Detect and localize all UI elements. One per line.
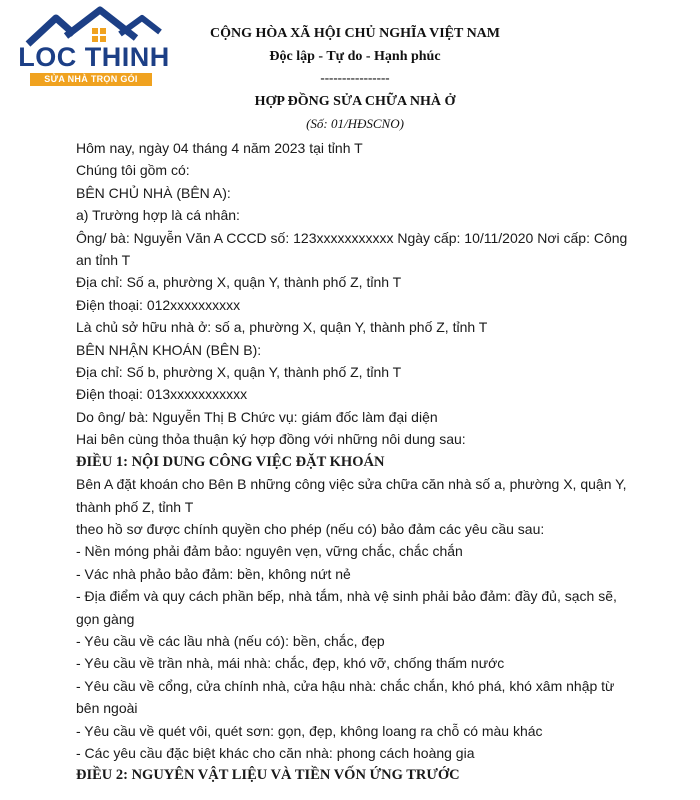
requirement-item: - Các yêu cầu đặc biệt khác cho căn nhà: phong cách hoàng gia [76, 744, 475, 761]
requirement-item: - Yêu cầu về trần nhà, mái nhà: chắc, đẹp, khó vỡ, chống thấm nước [76, 655, 505, 672]
company-logo [8, 6, 170, 86]
party-a-heading: BÊN CHỦ NHÀ (BÊN A): [76, 184, 231, 201]
article-1-basis: theo hồ sơ được chính quyền cho phép (nếu có) bảo đảm các yêu cầu sau: [76, 520, 545, 537]
country-name: CỘNG HÒA XÃ HỘI CHỦ NGHĨA VIỆT NAM [209, 26, 500, 41]
requirement-item: - Yêu cầu về các lầu nhà (nếu có): bền, chắc, đẹp [76, 632, 385, 649]
logo-tagline: SỬA NHÀ TRỌN GÓI [30, 73, 152, 86]
article-1-title: ĐIỀU 1: NỘI DUNG CÔNG VIỆC ĐẶT KHOÁN [76, 453, 385, 470]
agreement-line: Hai bên cùng thỏa thuận ký hợp đồng với những nôi dung sau: [76, 431, 466, 448]
logo-name: LOC THINH [18, 42, 170, 72]
article-1-scope: Bên A đặt khoán cho Bên B những công việc sửa chữa căn nhà số a, phường X, quận Y, thành phố Z, tỉnh T [76, 476, 627, 515]
requirement-item: - Yêu cầu về quét vôi, quét sơn: gọn, đẹp, không loang ra chỗ có màu khác [76, 722, 543, 739]
party-b-address: Địa chỉ: Số b, phường X, quận Y, thành phố Z, tỉnh T [76, 364, 402, 381]
parties-intro: Chúng tôi gồm có: [76, 162, 190, 179]
party-b-phone: Điện thoại: 013xxxxxxxxxxx [76, 386, 248, 403]
requirement-item: - Nền móng phải đảm bảo: nguyên vẹn, vững chắc, chắc chắn [76, 543, 463, 560]
article-2-title: ĐIỀU 2: NGUYÊN VẬT LIỆU VÀ TIỀN VỐN ỨNG TRƯỚC [76, 767, 460, 784]
party-a-phone: Điện thoại: 012xxxxxxxxxx [76, 296, 241, 313]
party-a-case: a) Trường hợp là cá nhân: [76, 207, 240, 224]
party-a-address: Địa chỉ: Số a, phường X, quận Y, thành phố Z, tỉnh T [76, 274, 402, 291]
party-b-heading: BÊN NHẬN KHOÁN (BÊN B): [76, 341, 262, 358]
requirement-item: - Địa điểm và quy cách phần bếp, nhà tắm, nhà vệ sinh phải bảo đảm: đầy đủ, sạch sẽ, gọn gàng [76, 588, 617, 627]
header-divider: ---------------- [320, 70, 390, 85]
requirement-item: - Yêu cầu về cổng, cửa chính nhà, cửa hậu nhà: chắc chắn, khó phá, khó xâm nhập từ bên ngoài [76, 677, 615, 717]
contract-body [76, 137, 636, 787]
national-motto: Độc lập - Tự do - Hạnh phúc [269, 49, 441, 64]
contract-title: HỢP ĐỒNG SỬA CHỮA NHÀ Ở [254, 94, 456, 109]
party-b-representative: Do ông/ bà: Nguyễn Thị B Chức vụ: giám đốc làm đại diện [76, 408, 438, 425]
requirement-item: - Vác nhà phảo bảo đảm: bền, không nứt nẻ [76, 565, 351, 582]
intro-line: Hôm nay, ngày 04 tháng 4 năm 2023 tại tỉnh T [76, 140, 363, 156]
contract-number: (Số: 01/HĐSCNO) [306, 116, 404, 131]
party-a-owner: Là chủ sở hữu nhà ở: số a, phường X, quận Y, thành phố Z, tỉnh T [76, 319, 488, 336]
party-a-person: Ông/ bà: Nguyễn Văn A CCCD số: 123xxxxxxxxxxx Ngày cấp: 10/11/2020 Nơi cấp: Công an tỉnh T [76, 229, 628, 269]
